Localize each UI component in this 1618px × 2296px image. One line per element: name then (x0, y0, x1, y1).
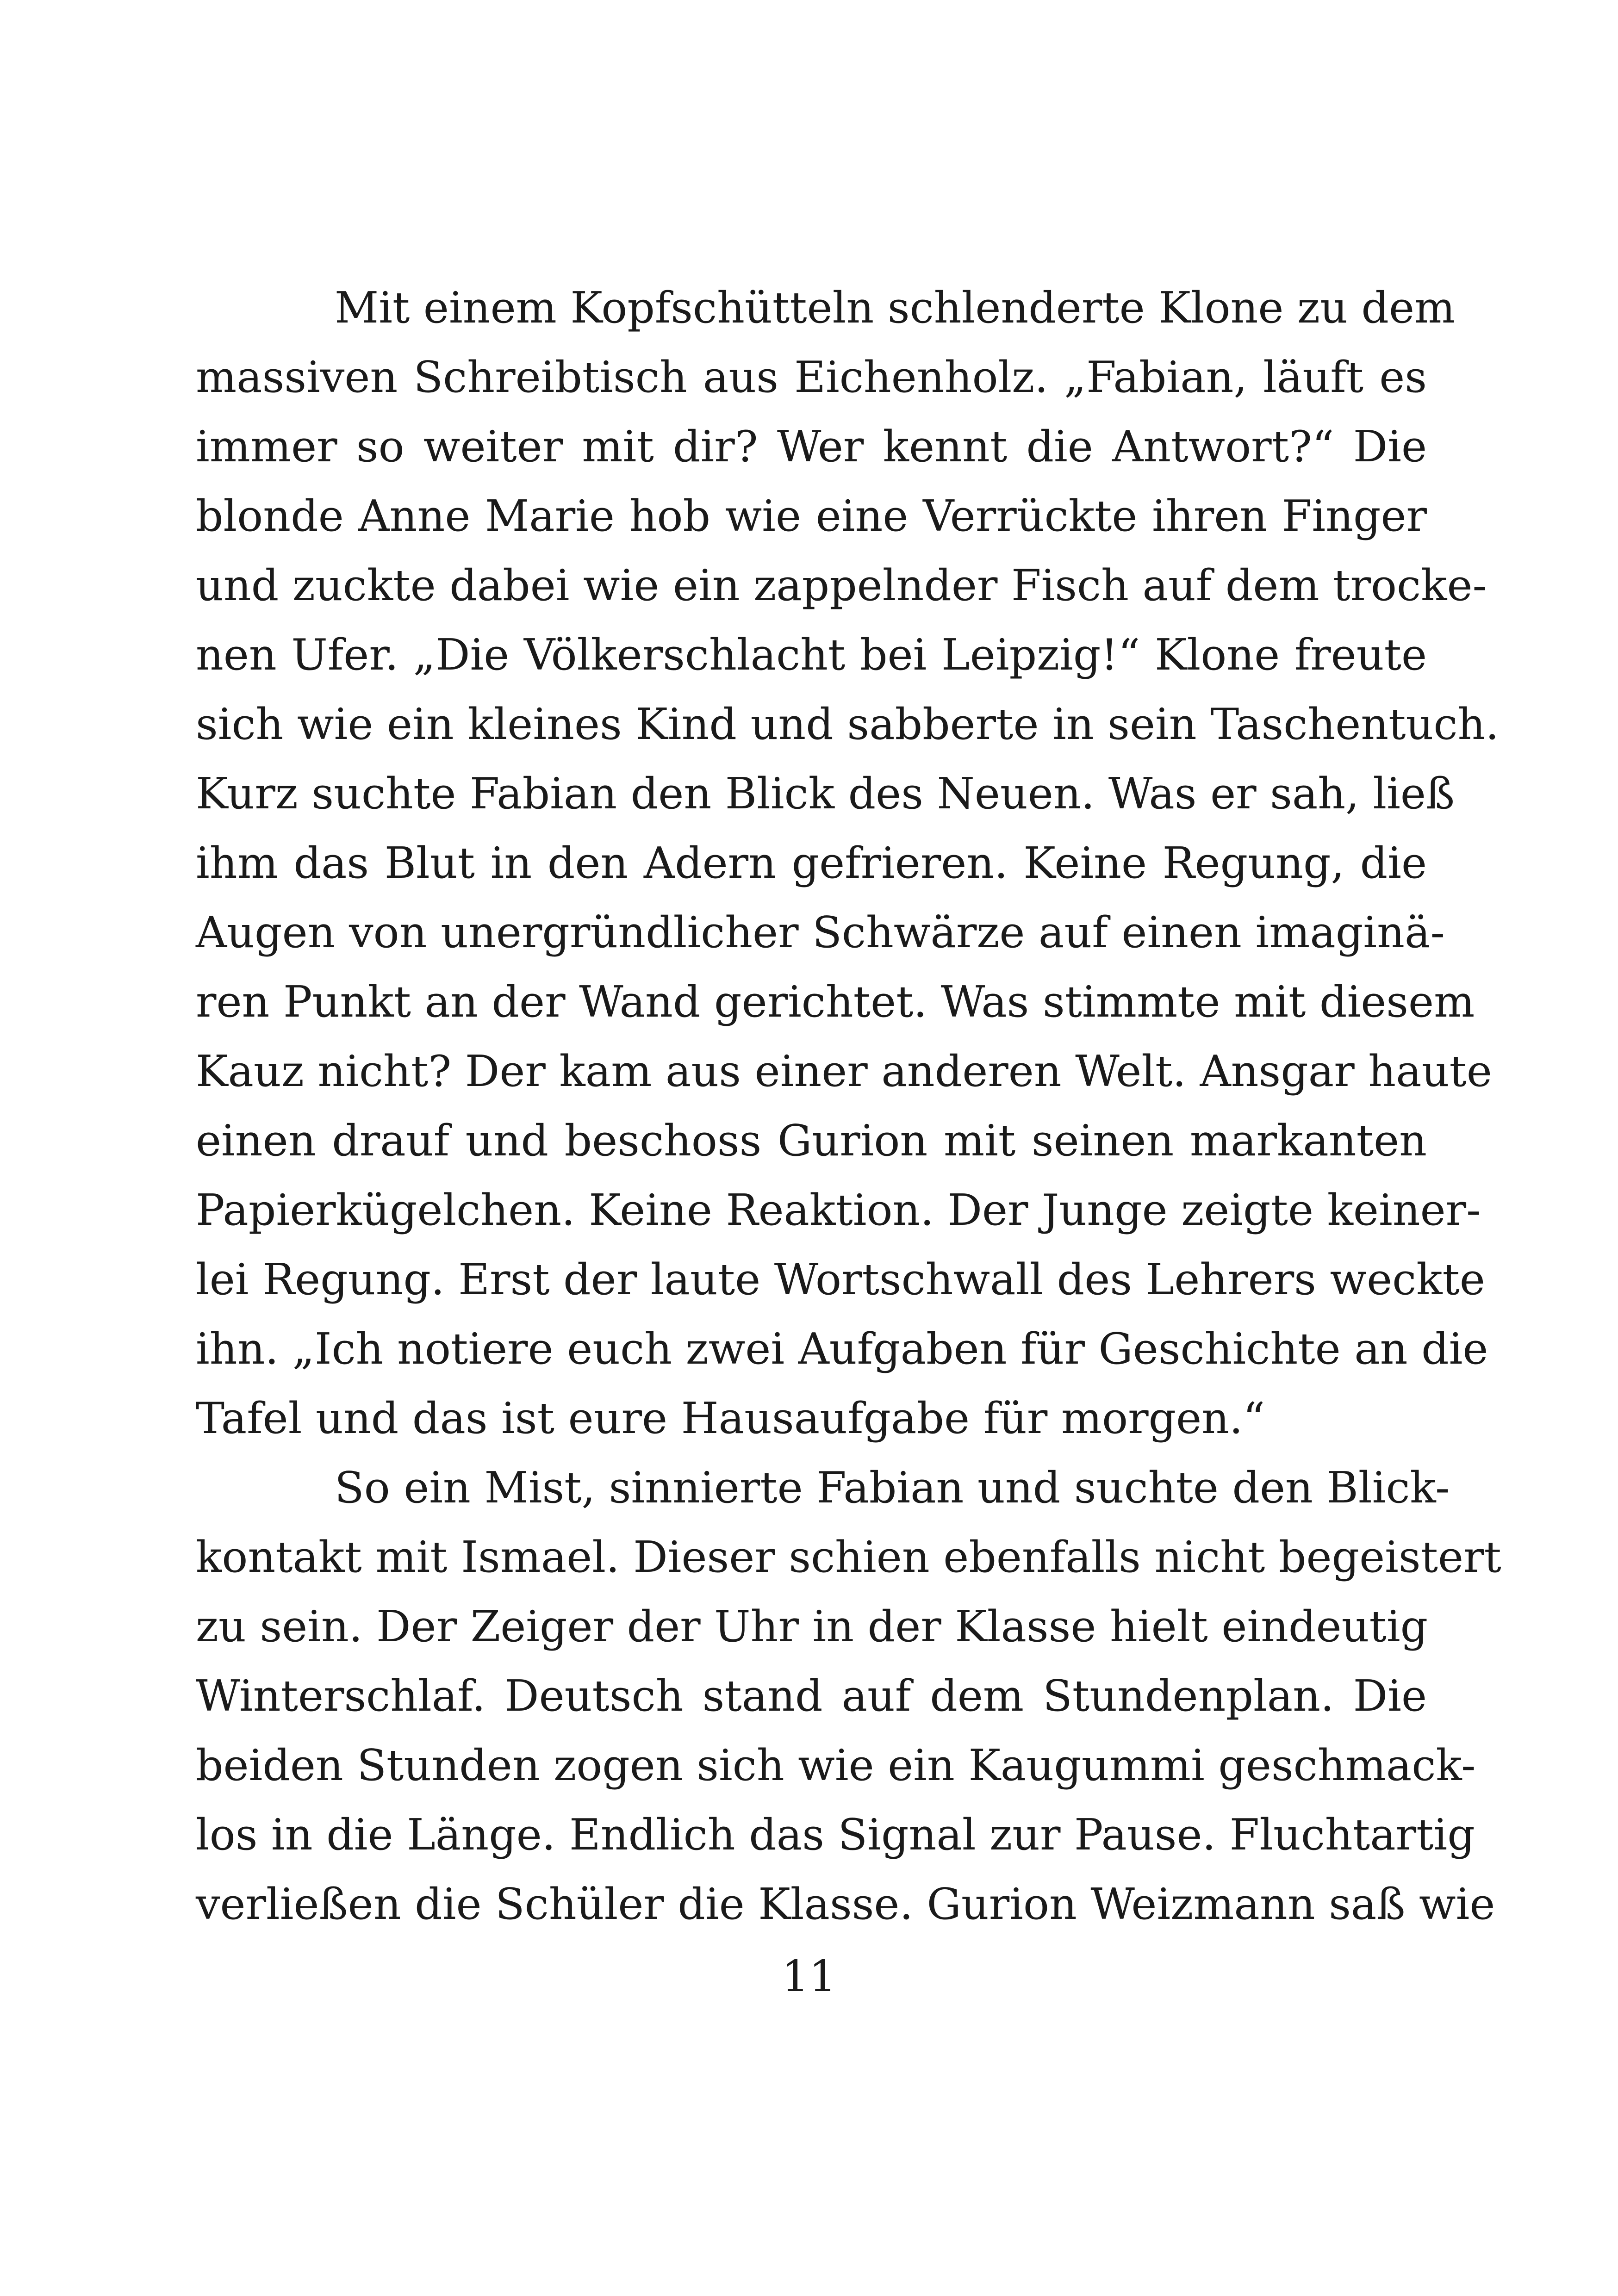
text-line: nen Ufer. „Die Völkerschlacht bei Leipzig!“ Klone freute (196, 630, 1427, 680)
page-number: 11 (781, 1951, 837, 2001)
body-text (196, 273, 1501, 1939)
text-line: So ein Mist, sinnierte Fabian und suchte den Blick- (335, 1463, 1450, 1513)
text-line: massiven Schreibtisch aus Eichenholz. „Fabian, läuft es (196, 352, 1427, 402)
text-line: zu sein. Der Zeiger der Uhr in der Klasse hielt eindeutig (196, 1601, 1428, 1651)
text-line: ihm das Blut in den Adern gefrieren. Keine Regung, die (196, 838, 1427, 888)
text-line: Papierkügelchen. Keine Reaktion. Der Junge zeigte keiner- (196, 1185, 1481, 1235)
text-line: immer so weiter mit dir? Wer kennt die Antwort?“ Die (196, 422, 1427, 472)
text-line: Tafel und das ist eure Hausaufgabe für morgen.“ (196, 1393, 1265, 1443)
text-line: sich wie ein kleines Kind und sabberte in sein Taschentuch. (196, 699, 1499, 749)
text-line: Augen von unergründlicher Schwärze auf einen imaginä- (196, 907, 1445, 957)
text-line: Winterschlaf. Deutsch stand auf dem Stundenplan. Die (196, 1671, 1427, 1721)
text-line: einen drauf und beschoss Gurion mit seinen markanten (196, 1116, 1427, 1166)
text-line: kontakt mit Ismael. Dieser schien ebenfalls nicht begeistert (196, 1532, 1501, 1582)
text-line: verließen die Schüler die Klasse. Gurion Weizmann saß wie (196, 1879, 1495, 1929)
text-line: beiden Stunden zogen sich wie ein Kaugummi geschmack- (196, 1740, 1476, 1790)
text-line: los in die Länge. Endlich das Signal zur Pause. Fluchtartig (196, 1810, 1475, 1860)
text-line: ihn. „Ich notiere euch zwei Aufgaben für Geschichte an die (196, 1324, 1488, 1374)
text-line: Kurz suchte Fabian den Blick des Neuen. Was er sah, ließ (196, 769, 1455, 819)
text-line: und zuckte dabei wie ein zappelnder Fisch auf dem trocke- (196, 560, 1487, 610)
text-line: lei Regung. Erst der laute Wortschwall des Lehrers weckte (196, 1254, 1485, 1304)
text-line: blonde Anne Marie hob wie eine Verrückte ihren Finger (196, 491, 1427, 541)
text-line: Mit einem Kopfschütteln schlenderte Klone zu dem (335, 283, 1456, 333)
text-line: Kauz nicht? Der kam aus einer anderen Welt. Ansgar haute (196, 1046, 1492, 1096)
text-line: ren Punkt an der Wand gerichtet. Was stimmte mit diesem (196, 977, 1475, 1027)
